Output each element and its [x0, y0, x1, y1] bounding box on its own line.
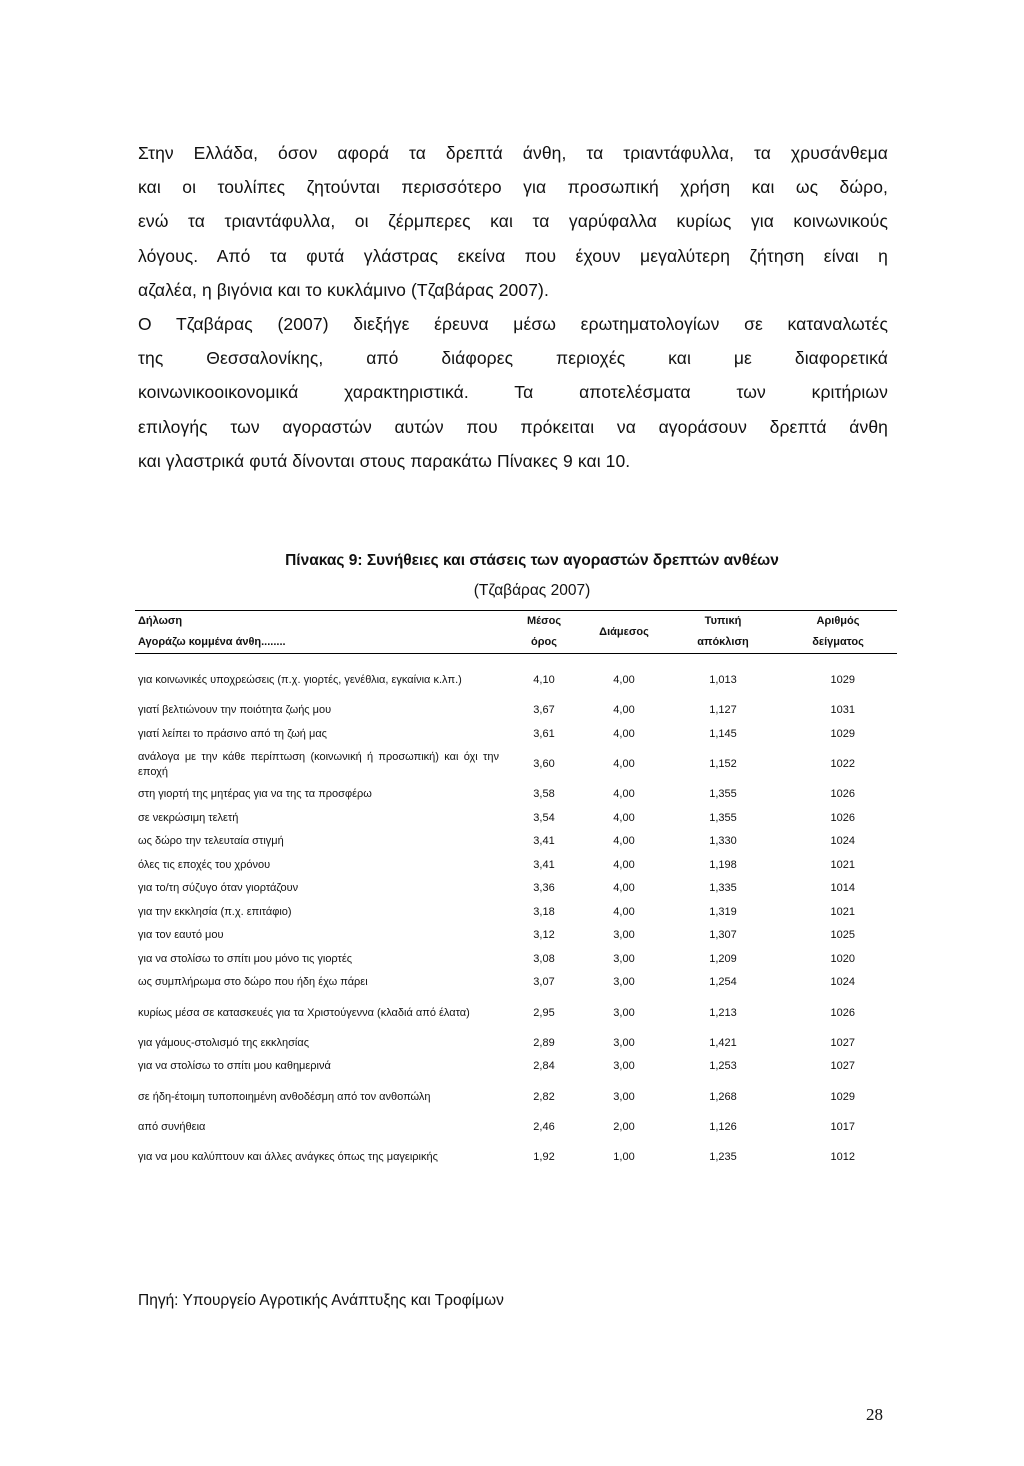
row-sample-size: 1014 — [830, 882, 855, 895]
row-sd: 1,145 — [709, 727, 737, 740]
row-label: για κοινωνικές υποχρεώσεις (π.χ. γιορτές, γενέθλια, εγκαίνια κ.λπ.) — [138, 674, 462, 686]
row-median: 3,00 — [613, 1006, 635, 1019]
paragraph-line: και οι τουλίπες ζητούνται περισσότερο για προσωπική χρήση και ως δώρο, — [138, 177, 888, 198]
row-sample-size: 1027 — [830, 1036, 855, 1049]
row-median: 3,00 — [613, 952, 635, 965]
row-median: 4,00 — [613, 835, 635, 848]
paragraph-line: επιλογής των αγοραστών αυτών που πρόκειται να αγοράσουν δρεπτά άνθη — [138, 416, 888, 437]
row-sd: 1,127 — [709, 704, 737, 717]
row-label: κυρίως μέσα σε κατασκευές για τα Χριστούγεννα (κλαδιά από έλατα) — [138, 1006, 470, 1019]
table-row — [135, 1116, 897, 1140]
row-mean: 3,41 — [533, 858, 555, 871]
row-mean: 3,18 — [533, 905, 555, 918]
row-label: γιατί λείπει το πράσινο από τη ζωή μας — [138, 727, 327, 740]
row-label: για να μου καλύπτουν και άλλες ανάγκες όπως της μαγειρικής — [138, 1151, 438, 1163]
row-median: 3,00 — [613, 1060, 635, 1073]
row-label: γιατί βελτιώνουν την ποιότητα ζωής μου — [138, 704, 332, 717]
row-label: ως δώρο την τελευταία στιγμή — [138, 835, 284, 848]
row-sample-size: 1029 — [830, 674, 855, 686]
row-mean: 3,12 — [533, 929, 555, 942]
header-n-line2: δείγματος — [779, 631, 897, 654]
row-median: 4,00 — [613, 674, 635, 686]
row-median: 4,00 — [613, 811, 635, 824]
header-mean-line2: όρος — [507, 631, 581, 654]
table-row — [135, 1032, 897, 1056]
row-label: από συνήθεια — [138, 1120, 206, 1133]
row-sd: 1,421 — [709, 1036, 737, 1049]
row-median: 4,00 — [613, 905, 635, 918]
row-sd: 1,355 — [709, 788, 737, 801]
paragraph-line: και γλαστρικά φυτά δίνονται στους παρακάτω Πίνακες 9 και 10. — [138, 450, 631, 471]
row-sample-size: 1021 — [830, 905, 855, 918]
row-sample-size: 1026 — [830, 788, 855, 801]
row-median: 4,00 — [613, 758, 635, 770]
row-mean: 3,08 — [533, 952, 555, 965]
row-mean: 3,54 — [533, 811, 555, 824]
table-row — [135, 854, 897, 878]
paragraph-line: Στην Ελλάδα, όσον αφορά τα δρεπτά άνθη, τα τριαντάφυλλα, τα χρυσάνθεμα — [138, 143, 888, 163]
row-sample-size: 1024 — [830, 976, 855, 989]
intro-paragraph — [138, 136, 888, 478]
table-subtitle: (Τζαβάρας 2007) — [473, 582, 591, 599]
row-label: σε νεκρώσιμη τελετή — [138, 811, 239, 824]
row-sample-size: 1020 — [830, 952, 855, 965]
row-label: για τον εαυτό μου — [138, 929, 224, 942]
row-sd: 1,335 — [709, 882, 737, 895]
row-median: 3,00 — [613, 1036, 635, 1049]
page-number: 28 — [866, 1405, 883, 1424]
row-median: 2,00 — [613, 1120, 635, 1133]
row-mean: 2,46 — [533, 1120, 555, 1133]
row-median: 4,00 — [613, 858, 635, 871]
table-title: Πίνακας 9: Συνήθειες και στάσεις των αγοραστών δρεπτών ανθέων — [285, 552, 779, 569]
row-median: 4,00 — [613, 704, 635, 717]
row-mean: 3,41 — [533, 835, 555, 848]
row-sample-size: 1031 — [830, 704, 855, 717]
row-sd: 1,253 — [709, 1060, 737, 1073]
paragraph-line: Ο Τζαβάρας (2007) διεξήγε έρευνα μέσω ερωτηματολογίων σε καταναλωτές — [138, 314, 888, 335]
row-sample-size: 1012 — [830, 1151, 855, 1163]
row-median: 4,00 — [613, 882, 635, 895]
row-sd: 1,330 — [709, 835, 737, 848]
row-label: ανάλογα με την κάθε περίπτωση (κοινωνική ή προσωπική) και όχι την εποχή — [138, 750, 499, 778]
table-row — [135, 654, 897, 700]
row-sample-size: 1029 — [830, 1090, 855, 1103]
paragraph-line: αζαλέα, η βιγόνια και το κυκλάμινο (Τζαβάρας 2007). — [138, 279, 549, 300]
row-sample-size: 1026 — [830, 1006, 855, 1019]
row-sample-size: 1029 — [830, 727, 855, 740]
table-row — [135, 783, 897, 807]
row-sd: 1,268 — [709, 1090, 737, 1103]
paragraph-line: κοινωνικοοικονομικά χαρακτηριστικά. Τα αποτελέσματα των κριτήριων — [138, 382, 888, 403]
row-mean: 3,58 — [533, 788, 555, 801]
row-mean: 3,61 — [533, 727, 555, 740]
row-mean: 3,07 — [533, 976, 555, 989]
table-row — [135, 830, 897, 854]
row-median: 1,00 — [613, 1151, 635, 1163]
row-label: για την εκκλησία (π.χ. επιτάφιο) — [138, 905, 292, 918]
table-row — [135, 877, 897, 901]
row-label: για γάμους-στολισμό της εκκλησίας — [138, 1036, 310, 1049]
row-sd: 1,198 — [709, 858, 737, 871]
paragraph-line: της Θεσσαλονίκης, από διάφορες περιοχές και με διαφορετικά — [138, 348, 888, 369]
row-sd: 1,319 — [709, 905, 737, 918]
header-mean-line1: Μέσος — [507, 611, 581, 632]
header-statement: Δήλωση — [135, 611, 507, 632]
row-sample-size: 1024 — [830, 835, 855, 848]
row-label: ως συμπλήρωμα στο δώρο που ήδη έχω πάρει — [138, 976, 368, 989]
row-mean: 2,84 — [533, 1060, 555, 1073]
paragraph-line: λόγους. Από τα φυτά γλάστρας εκείνα που έχουν μεγαλύτερη ζήτηση είναι η — [138, 245, 888, 266]
table-row — [135, 699, 897, 723]
row-label: όλες τις εποχές του χρόνου — [138, 858, 271, 871]
row-median: 3,00 — [613, 929, 635, 942]
row-label: για το/τη σύζυγο όταν γιορτάζουν — [138, 882, 299, 895]
row-label: για να στολίσω το σπίτι μου καθημερινά — [138, 1060, 331, 1073]
row-mean: 3,36 — [533, 882, 555, 895]
row-label: για να στολίσω το σπίτι μου μόνο τις γιορτές — [138, 952, 353, 965]
table-row — [135, 1139, 897, 1176]
header-sd-line2: απόκλιση — [667, 631, 779, 654]
row-sd: 1,235 — [709, 1151, 737, 1163]
header-sd-line1: Τυπική — [667, 611, 779, 632]
table-row — [135, 995, 897, 1032]
row-median: 4,00 — [613, 727, 635, 740]
table-row — [135, 723, 897, 747]
header-statement-sub: Αγοράζω κομμένα άνθη........ — [135, 631, 507, 654]
source-note: Πηγή: Υπουργείο Αγροτικής Ανάπτυξης και Τροφίμων — [138, 1292, 504, 1309]
row-label: σε ήδη-έτοιμη τυποποιημένη ανθοδέσμη από τον ανθοπώλη — [138, 1090, 431, 1103]
table-row — [135, 807, 897, 831]
row-sd: 1,152 — [709, 758, 737, 770]
table-row — [135, 924, 897, 948]
row-mean: 2,82 — [533, 1090, 555, 1103]
row-sample-size: 1026 — [830, 811, 855, 824]
row-mean: 2,95 — [533, 1006, 555, 1019]
row-sample-size: 1025 — [830, 929, 855, 942]
habits-table — [135, 610, 897, 1176]
row-label: στη γιορτή της μητέρας για να της τα προσφέρω — [138, 788, 372, 801]
paragraph-line: ενώ τα τριαντάφυλλα, οι ζέρμπερες και τα γαρύφαλλα κυρίως για κοινωνικούς — [138, 211, 888, 232]
row-sd: 1,126 — [709, 1120, 737, 1133]
row-sample-size: 1022 — [830, 758, 855, 770]
row-mean: 3,60 — [533, 758, 555, 770]
header-median: Διάμεσος — [581, 611, 667, 654]
table-row — [135, 746, 897, 783]
table-row — [135, 1055, 897, 1079]
row-median: 3,00 — [613, 976, 635, 989]
row-sd: 1,307 — [709, 929, 737, 942]
table-row — [135, 948, 897, 972]
row-sd: 1,209 — [709, 952, 737, 965]
table-row — [135, 901, 897, 925]
row-median: 3,00 — [613, 1090, 635, 1103]
table-body — [135, 654, 897, 1177]
row-sample-size: 1027 — [830, 1060, 855, 1073]
row-sample-size: 1017 — [830, 1120, 855, 1133]
row-mean: 2,89 — [533, 1036, 555, 1049]
row-mean: 3,67 — [533, 704, 555, 717]
row-sample-size: 1021 — [830, 858, 855, 871]
row-mean: 4,10 — [533, 674, 555, 686]
table-row — [135, 1079, 897, 1116]
row-mean: 1,92 — [533, 1151, 555, 1163]
row-median: 4,00 — [613, 788, 635, 801]
row-sd: 1,013 — [709, 674, 737, 686]
row-sd: 1,355 — [709, 811, 737, 824]
table-row — [135, 971, 897, 995]
row-sd: 1,254 — [709, 976, 737, 989]
header-n-line1: Αριθμός — [779, 611, 897, 632]
row-sd: 1,213 — [709, 1006, 737, 1019]
